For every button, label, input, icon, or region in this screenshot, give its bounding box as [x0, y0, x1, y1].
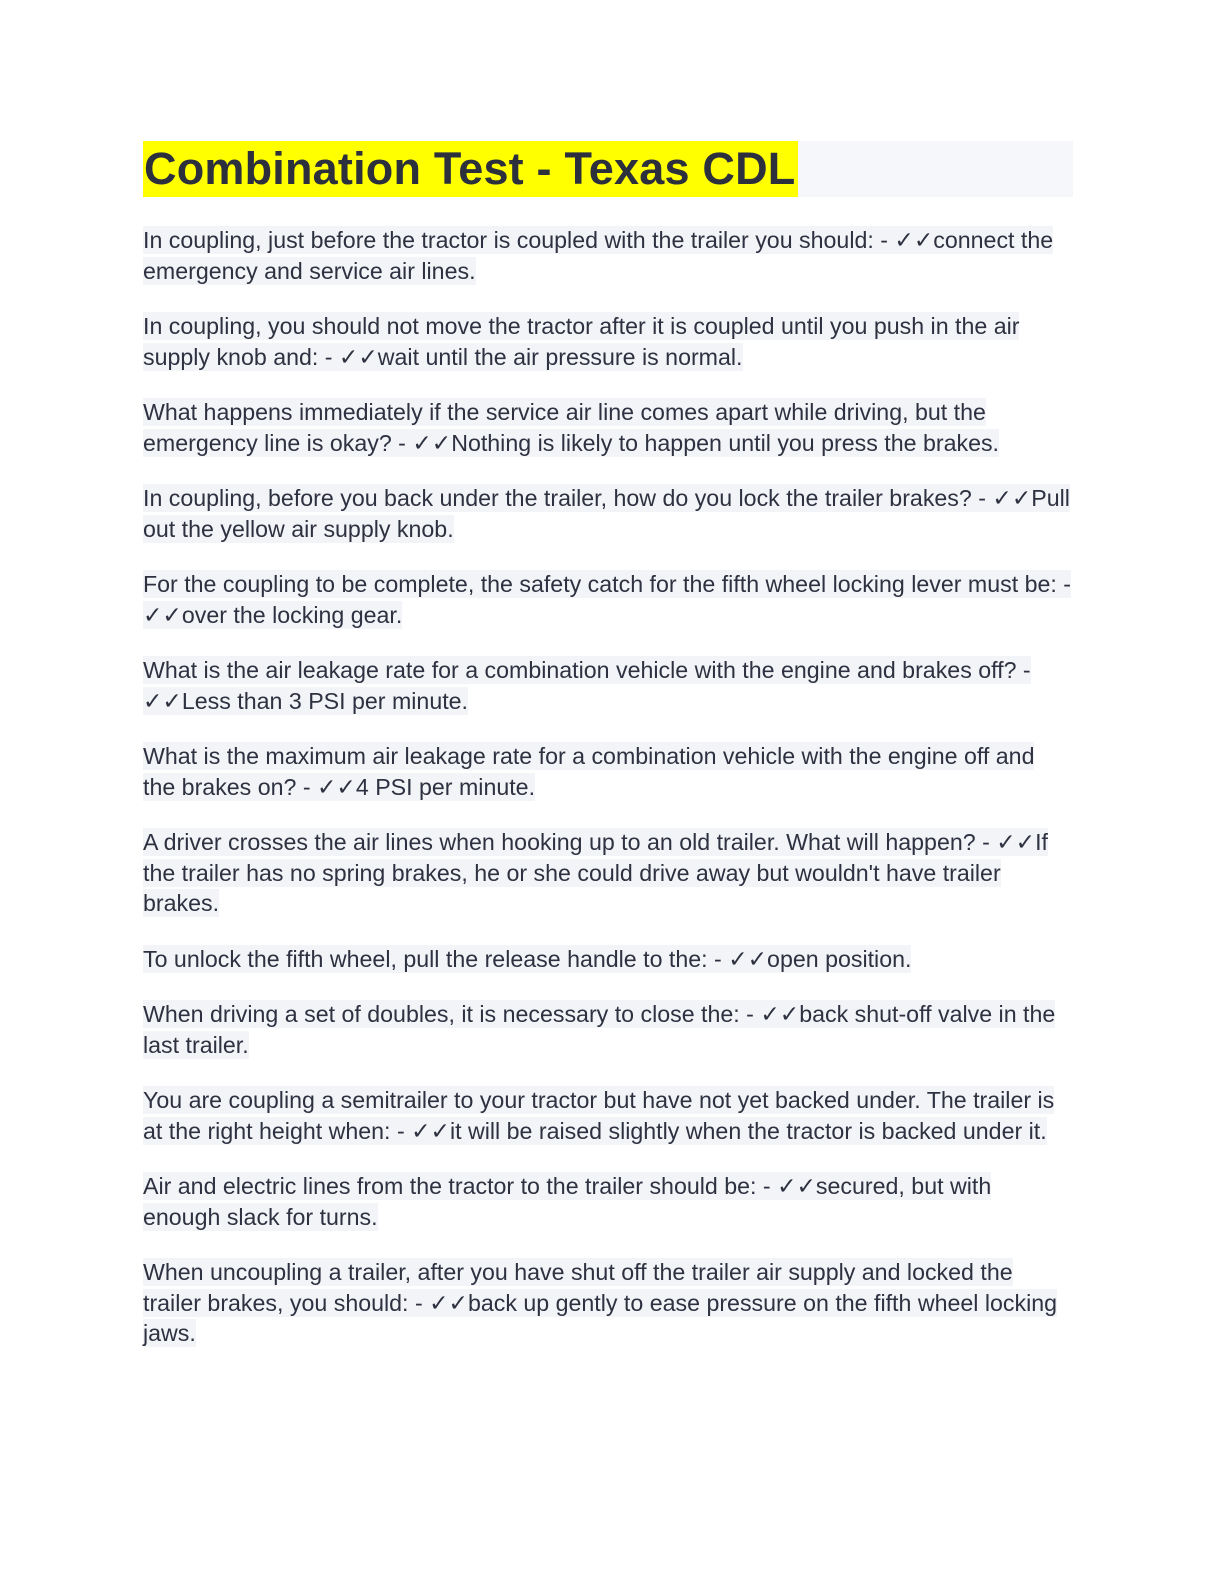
qa-item: [143, 1085, 1073, 1146]
qa-item: [143, 225, 1073, 286]
qa-text: Air and electric lines from the tractor to the trailer should be: - ✓✓secured, but with enough slack for turns.: [143, 1173, 992, 1230]
qa-text: In coupling, you should not move the tractor after it is coupled until you push in the air supply knob and: - ✓✓wait until the air pressure is normal.: [143, 313, 1020, 370]
qa-item: [143, 999, 1073, 1060]
qa-item: [143, 569, 1073, 630]
qa-text: What happens immediately if the service air line comes apart while driving, but the emergency line is okay? - ✓✓Nothing is likely to happen until you press the brakes.: [143, 399, 1000, 456]
qa-text: In coupling, just before the tractor is coupled with the trailer you should: - ✓✓connect the emergency and service air lines.: [143, 227, 1054, 284]
qa-item: [143, 944, 1073, 975]
qa-text: A driver crosses the air lines when hooking up to an old trailer. What will happen? - ✓✓If the trailer has no spring brakes, he or she could drive away but wouldn't have trailer brakes.: [143, 829, 1048, 916]
qa-item: [143, 827, 1073, 919]
qa-text: In coupling, before you back under the trailer, how do you lock the trailer brakes? - ✓✓Pull out the yellow air supply knob.: [143, 485, 1070, 542]
qa-item: [143, 311, 1073, 372]
qa-text: You are coupling a semitrailer to your tractor but have not yet backed under. The trailer is at the right height when: - ✓✓it will be raised slightly when the tractor is backed under it.: [143, 1087, 1055, 1144]
document-page: [143, 141, 1073, 1374]
qa-text: When driving a set of doubles, it is necessary to close the: - ✓✓back shut-off valve in the last trailer.: [143, 1001, 1056, 1058]
qa-text: What is the maximum air leakage rate for a combination vehicle with the engine off and the brakes on? - ✓✓4 PSI per minute.: [143, 743, 1035, 800]
qa-text: When uncoupling a trailer, after you have shut off the trailer air supply and locked the trailer brakes, you should: - ✓✓back up gently to ease pressure on the fifth wheel locking jaws.: [143, 1259, 1058, 1346]
qa-text: For the coupling to be complete, the safety catch for the fifth wheel locking lever must be: - ✓✓over the locking gear.: [143, 571, 1071, 628]
qa-list: [143, 225, 1073, 1349]
title-bar: [143, 141, 1073, 197]
qa-item: [143, 483, 1073, 544]
qa-item: [143, 741, 1073, 802]
qa-item: [143, 397, 1073, 458]
qa-item: [143, 655, 1073, 716]
page-title: Combination Test - Texas CDL: [143, 141, 798, 197]
qa-text: What is the air leakage rate for a combination vehicle with the engine and brakes off? - ✓✓Less than 3 PSI per minute.: [143, 657, 1031, 714]
qa-text: To unlock the fifth wheel, pull the release handle to the: - ✓✓open position.: [143, 945, 912, 972]
qa-item: [143, 1171, 1073, 1232]
qa-item: [143, 1257, 1073, 1349]
